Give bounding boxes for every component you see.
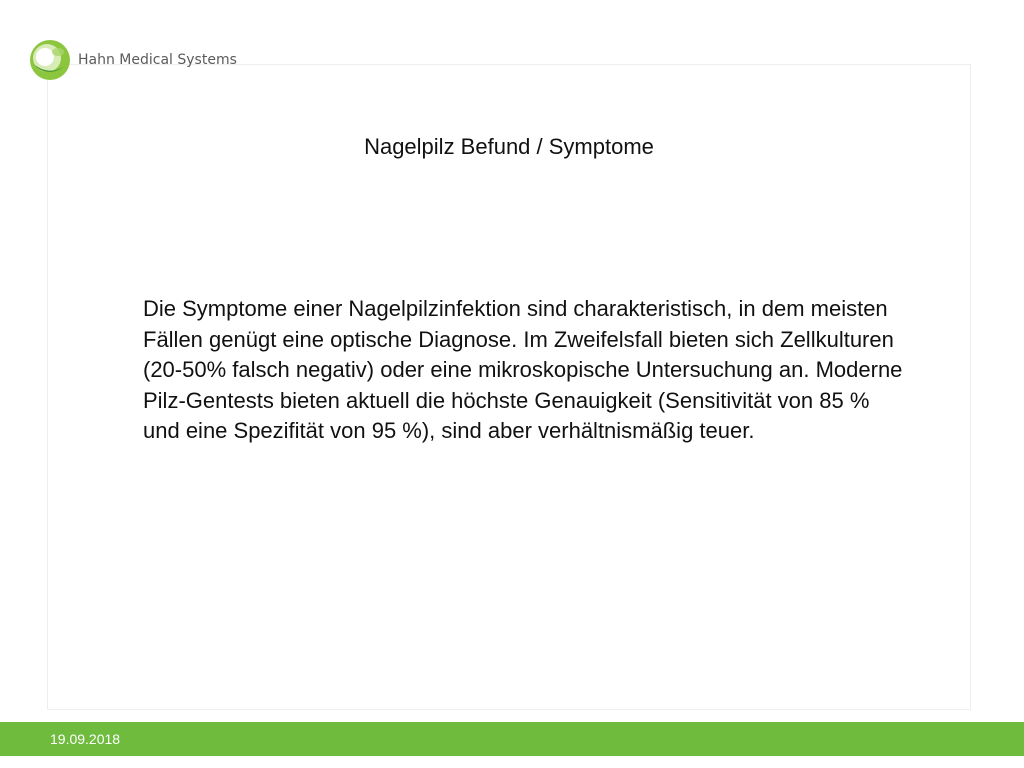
hahn-medical-logo-icon xyxy=(28,38,72,82)
logo-text: Hahn Medical Systems xyxy=(78,52,237,68)
footer-bar xyxy=(0,722,1024,756)
body-paragraph: Die Symptome einer Nagelpilzinfektion sind charakteristisch, in dem meisten Fällen genügt eine optische Diagnose. Im Zweifelsfall bieten sich Zellkulturen (20-50% falsch negativ) oder eine mikroskopische Untersuchung an. Moderne Pilz-Gentests bieten aktuell die höchste Genauigkeit (Sensitivität von 85 % und eine Spezifität von 95 %), sind aber verhältnismäßig teuer. xyxy=(143,296,903,444)
company-logo xyxy=(28,38,237,82)
slide-title: Nagelpilz Befund / Symptome xyxy=(364,134,654,159)
footer-date: 19.09.2018 xyxy=(50,731,121,747)
